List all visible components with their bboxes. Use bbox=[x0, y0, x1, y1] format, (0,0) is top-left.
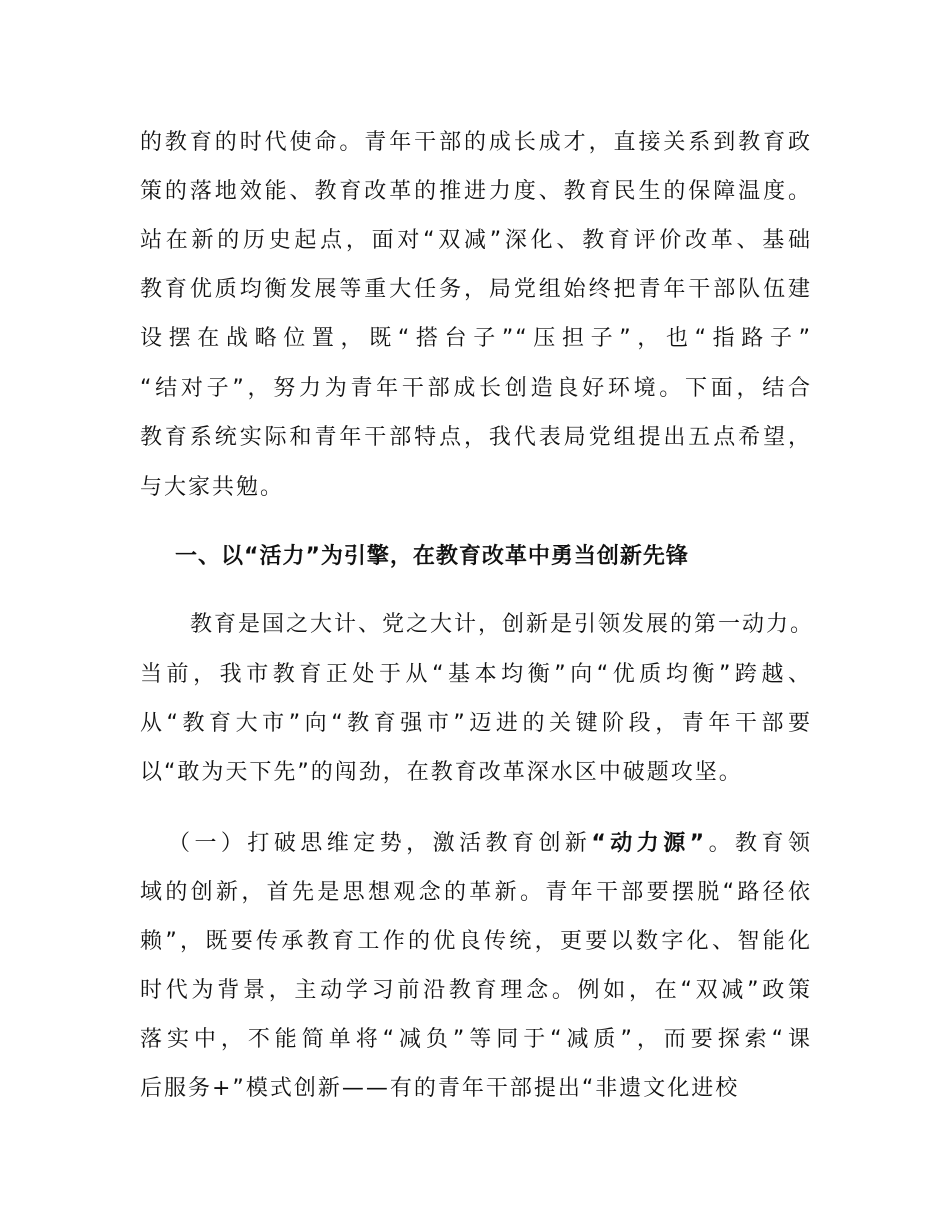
body-text-line: 当前，我市教育正处于从“基本均衡”向“优质均衡”跨越、 bbox=[140, 662, 812, 687]
body-text-line: 策的落地效能、教育改革的推进力度、教育民生的保障温度。 bbox=[140, 179, 812, 204]
body-text-line: “结对子”，努力为青年干部成长创造良好环境。下面，结合 bbox=[140, 376, 812, 401]
body-text-line: 教育优质均衡发展等重大任务，局党组始终把青年干部队伍建 bbox=[140, 277, 812, 302]
body-text-line: 设摆在战略位置，既“搭台子”“压担子”，也“指路子” bbox=[140, 326, 812, 351]
body-text-line: 赖”，既要传承教育工作的优良传统，更要以数字化、智能化 bbox=[140, 929, 812, 954]
body-text-line: 以“敢为天下先”的闯劲，在教育改革深水区中破题攻坚。 bbox=[140, 760, 743, 785]
body-text: 。教育领 bbox=[706, 831, 812, 856]
body-text-line: 从“教育大市”向“教育强市”迈进的关键阶段，青年干部要 bbox=[140, 711, 812, 736]
body-text-line: 教育系统实际和青年干部特点，我代表局党组提出五点希望， bbox=[140, 425, 812, 450]
body-text-line: 站在新的历史起点，面对“双减”深化、教育评价改革、基础 bbox=[140, 228, 812, 253]
subsection-title: （一）打破思维定势，激活教育创新 bbox=[168, 831, 592, 856]
body-text-line: 的教育的时代使命。青年干部的成长成才，直接关系到教育政 bbox=[140, 130, 812, 155]
body-text-line: 时代为背景，主动学习前沿教育理念。例如，在“双减”政策 bbox=[140, 978, 812, 1003]
body-text-line: 后服务+”模式创新——有的青年干部提出“非遗文化进校 bbox=[140, 1076, 740, 1101]
body-text-line: 教育是国之大计、党之大计，创新是引领发展的第一动力。 bbox=[190, 612, 815, 637]
body-text-line: 与大家共勉。 bbox=[140, 475, 285, 500]
section-heading: 一、以“活力”为引擎，在教育改革中勇当创新先锋 bbox=[175, 544, 689, 569]
body-text-line: 域的创新，首先是思想观念的革新。青年干部要摆脱“路径依 bbox=[140, 880, 812, 905]
subsection-first-line bbox=[168, 830, 812, 858]
bold-keyword: “动力源” bbox=[591, 831, 707, 856]
body-text-line: 落实中，不能简单将“减负”等同于“减质”，而要探索“课 bbox=[140, 1027, 812, 1052]
